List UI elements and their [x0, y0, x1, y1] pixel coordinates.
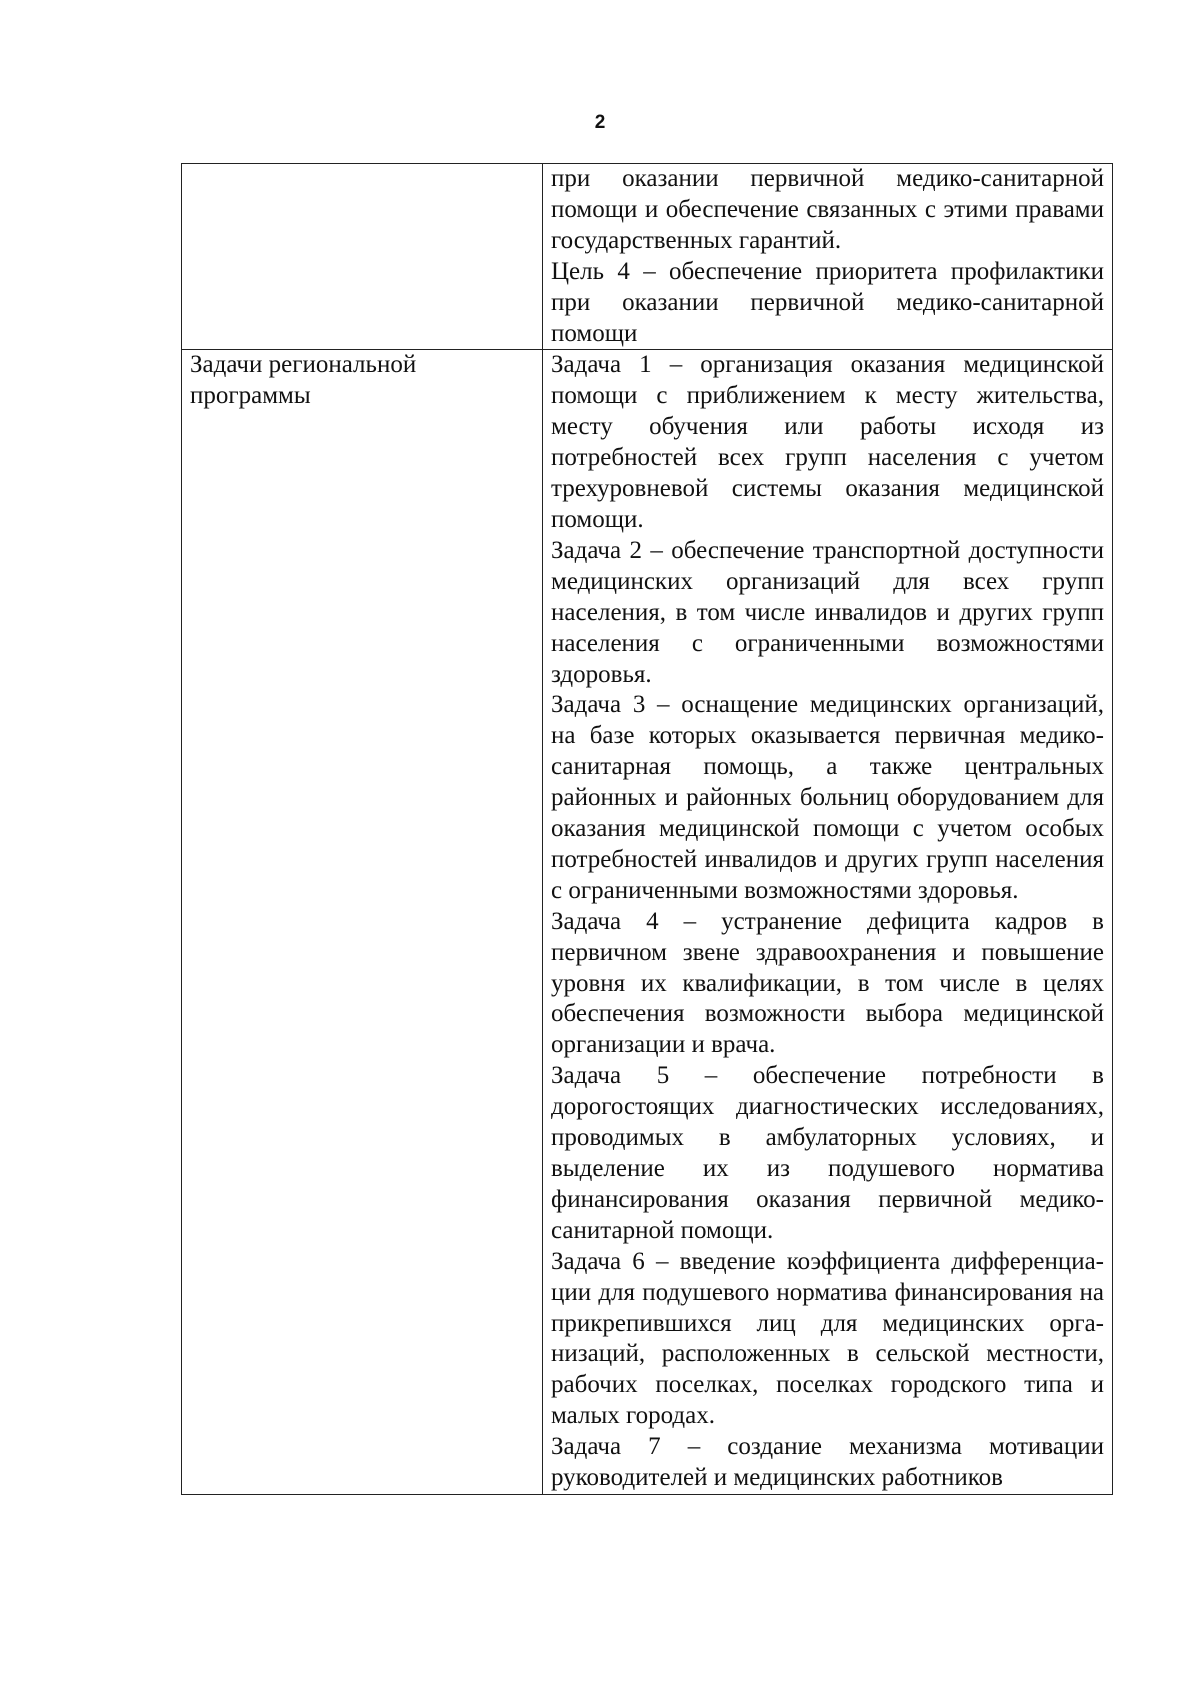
- paragraph-task-2: Задача 2 – обеспечение транспортной доступности медицинских организаций для всех групп населения, в том числе инвалидов и других групп населения с ограниченными возможностями здоровья.: [551, 536, 1104, 688]
- table-row: [182, 164, 1113, 350]
- row-content-cell: [543, 350, 1113, 1495]
- page-number: 2: [594, 112, 606, 133]
- row-label-cell: [182, 164, 543, 350]
- paragraph-goal-4: Цель 4 – обеспечение приоритета профилактики при оказании первичной медико-санитарной помощи: [551, 257, 1104, 347]
- paragraph-task-5: Задача 5 – обеспечение потребности в дорогостоящих диагностических исследованиях, проводимых в амбулаторных условиях, и выделение их из подушевого норматива финансирования оказания первичной медико-санитарной помощи.: [551, 1062, 1104, 1244]
- row-content-cell: [543, 164, 1113, 350]
- program-table: [181, 163, 1113, 1495]
- paragraph-task-3: Задача 3 – оснащение медицинских организаций, на базе которых оказывается первичная медико-санитарная помощь, а также центральных районных и районных больниц оборудованием для оказания медицинской помощи с учетом особых потребностей инвалидов и других групп населения с ограниченными возможностями здоровья.: [551, 691, 1104, 904]
- paragraph-task-1: Задача 1 – организация оказания медицинской помощи с приближением к месту жительства, месту обучения или работы исходя из потребностей всех групп населения с учетом трехуровневой системы оказания медицинской помощи.: [551, 351, 1104, 533]
- paragraph-task-6: Задача 6 – введение коэффициента дифференциации для подушевого норматива финансирования на прикрепившихся лиц для медицинских организаций, расположенных в сельской местности, рабочих поселках, поселках городского типа и малых городах.: [551, 1247, 1104, 1430]
- paragraph-task-4: Задача 4 – устранение дефицита кадров в первичном звене здравоохранения и повышение уровня их квалификации, в том числе в целях обеспечения возможности выбора медицинской организации и врача.: [551, 907, 1104, 1059]
- row-label-cell: Задачи региональной программы: [182, 350, 543, 1495]
- paragraph-goal-3-continuation: при оказании первичной медико-санитарной помощи и обеспечение связанных с этими правами государственных гарантий.: [551, 165, 1104, 254]
- table-row: [182, 350, 1113, 1495]
- paragraph-task-7: Задача 7 – создание механизма мотивации руководителей и медицинских работников: [551, 1433, 1104, 1492]
